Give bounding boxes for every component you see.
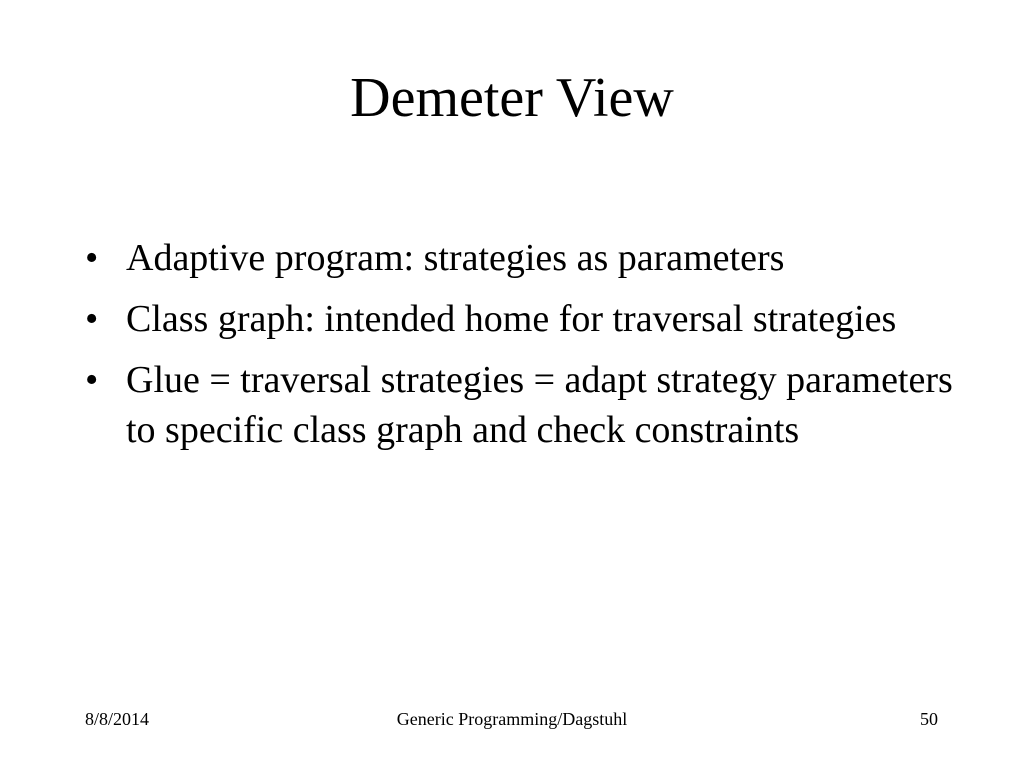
bullet-text: Class graph: intended home for traversal strategies xyxy=(126,298,897,340)
bullet-icon: • xyxy=(85,237,99,279)
slide-title: Demeter View xyxy=(350,67,674,129)
bullet-icon: • xyxy=(85,359,99,401)
bullet-icon: • xyxy=(85,298,99,340)
footer-title: Generic Programming/Dagstuhl xyxy=(396,709,628,729)
footer-date: 8/8/2014 xyxy=(85,709,150,729)
bullet-list xyxy=(85,233,965,466)
bullet-text: Glue = traversal strategies = adapt strategy parameters to specific class graph and check constraints xyxy=(126,359,953,451)
bullet-item xyxy=(85,294,965,344)
bullet-text: Adaptive program: strategies as parameters xyxy=(126,237,785,279)
bullet-item xyxy=(85,233,965,283)
page-number: 50 xyxy=(920,709,938,729)
bullet-item xyxy=(85,355,965,455)
